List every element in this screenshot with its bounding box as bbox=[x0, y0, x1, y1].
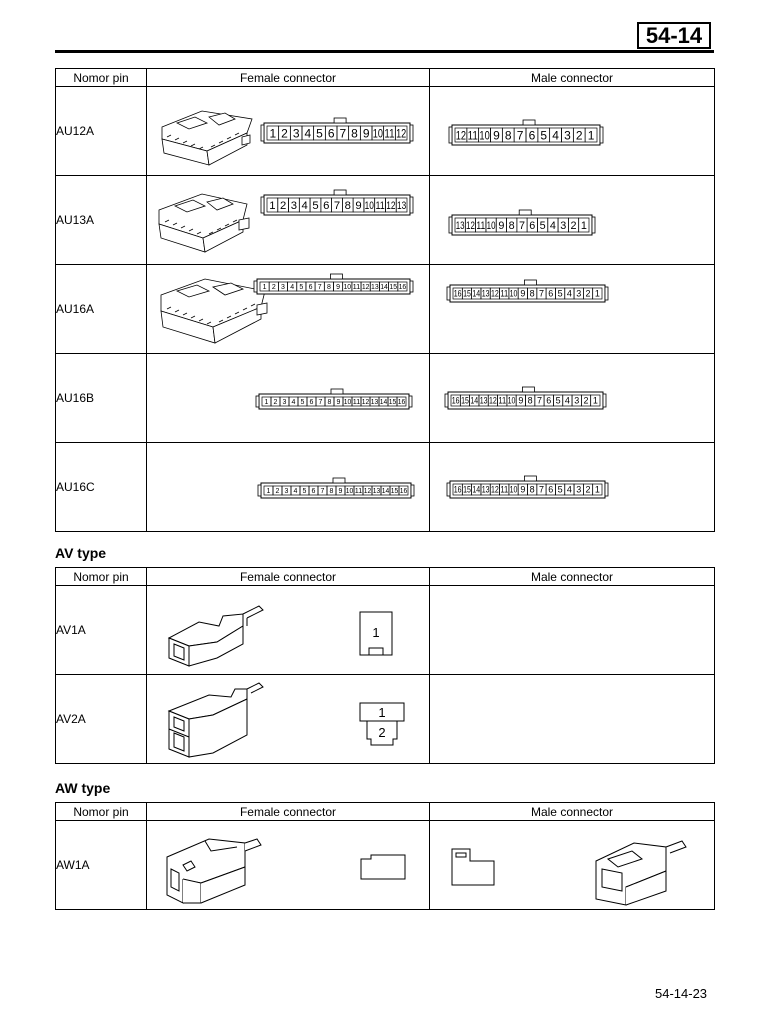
pin-number: 11 bbox=[476, 219, 486, 232]
terminal-illustration bbox=[169, 683, 263, 757]
pin-number: 11 bbox=[352, 399, 361, 407]
header-male: Male connector bbox=[430, 803, 715, 821]
pin-number: 14 bbox=[472, 288, 481, 299]
pin-number: 5 bbox=[555, 395, 561, 406]
pin-number: 5 bbox=[540, 128, 548, 143]
female-pin-diagram bbox=[258, 478, 414, 498]
female-pin-diagram bbox=[261, 190, 413, 215]
female-connector-cell bbox=[147, 87, 430, 176]
table-row bbox=[56, 675, 715, 764]
pin-number: 1 bbox=[592, 395, 598, 406]
pin-number: 10 bbox=[343, 399, 352, 407]
pin-number: 9 bbox=[338, 488, 343, 496]
header-female: Female connector bbox=[147, 803, 430, 821]
male-connector-cell bbox=[430, 586, 715, 675]
pin-number: 9 bbox=[498, 219, 505, 232]
table-row bbox=[56, 176, 715, 265]
header-female: Female connector bbox=[147, 568, 430, 586]
pin-number: 1 bbox=[269, 126, 277, 141]
table-row bbox=[56, 586, 715, 675]
pin-number: 5 bbox=[539, 219, 546, 232]
header-pin: Nomor pin bbox=[56, 69, 147, 87]
pin-number: 11 bbox=[375, 200, 385, 213]
male-pin-diagram bbox=[445, 387, 606, 409]
pin-number: 1 bbox=[587, 128, 595, 143]
pin-number: 1 bbox=[580, 219, 587, 232]
pin-number: 3 bbox=[282, 399, 287, 407]
male-pin-diagram bbox=[447, 476, 608, 498]
pin-number: 8 bbox=[504, 128, 512, 143]
pin-number: 13 bbox=[371, 284, 379, 292]
pin-number: 12 bbox=[491, 288, 499, 299]
male-connector-cell bbox=[430, 176, 715, 265]
pin-number: 9 bbox=[520, 484, 526, 495]
pin-number: 12 bbox=[361, 284, 370, 292]
pin-number: 15 bbox=[463, 288, 471, 299]
pin-number: 6 bbox=[548, 484, 554, 495]
pin-number: 13 bbox=[372, 488, 381, 496]
table-row bbox=[56, 821, 715, 910]
pin-number: 5 bbox=[302, 488, 307, 496]
male-connector-cell bbox=[430, 87, 715, 176]
female-connector-cell bbox=[147, 675, 430, 764]
pin-number: 6 bbox=[309, 399, 314, 407]
pin-number: 12 bbox=[363, 488, 372, 496]
pin-number: 8 bbox=[508, 219, 515, 232]
pin-name: AU16C bbox=[56, 443, 147, 532]
pin-name: AU13A bbox=[56, 176, 147, 265]
pin-number: 7 bbox=[538, 484, 544, 495]
table-row bbox=[56, 265, 715, 354]
male-pin-diagram bbox=[449, 210, 595, 235]
female-pin-diagram bbox=[256, 389, 412, 409]
pin-number: 12 bbox=[361, 399, 370, 407]
pin-number: 7 bbox=[339, 126, 347, 141]
pin-number: 16 bbox=[453, 484, 462, 495]
pin-number: 7 bbox=[536, 395, 542, 406]
pin-number: 3 bbox=[290, 200, 298, 213]
table-row bbox=[56, 354, 715, 443]
aw-connector-table bbox=[55, 802, 715, 910]
pin-number: 16 bbox=[399, 488, 408, 496]
terminal-illustration bbox=[596, 841, 686, 905]
au-connector-table bbox=[55, 68, 715, 532]
table-row bbox=[56, 443, 715, 532]
pin-number: 7 bbox=[320, 488, 325, 496]
female-connector-cell bbox=[147, 821, 430, 910]
pin-number: 13 bbox=[481, 288, 490, 299]
pin-number: 10 bbox=[509, 484, 518, 495]
pin-number: 10 bbox=[372, 126, 384, 141]
pin-number: 12 bbox=[489, 395, 497, 406]
pin-number: 1 bbox=[594, 484, 600, 495]
pin-number: 10 bbox=[345, 488, 354, 496]
pin-number: 4 bbox=[304, 126, 312, 141]
connector-3d-illustration bbox=[161, 279, 267, 343]
pin-number: 3 bbox=[292, 126, 300, 141]
header-pin: Nomor pin bbox=[56, 568, 147, 586]
pin-number: 9 bbox=[518, 395, 524, 406]
pin-number: 8 bbox=[327, 399, 332, 407]
pin-name: AV1A bbox=[56, 586, 147, 675]
pin-number: 4 bbox=[291, 399, 296, 407]
pin-number: 2 bbox=[271, 284, 276, 292]
pin-number: 7 bbox=[538, 288, 544, 299]
pin-number: 14 bbox=[472, 484, 481, 495]
pin-face-diagram bbox=[452, 849, 494, 885]
male-connector-cell bbox=[430, 354, 715, 443]
pin-number: 8 bbox=[529, 288, 535, 299]
pin-number: 11 bbox=[500, 288, 509, 299]
connector-3d-illustration bbox=[159, 194, 249, 252]
pin-number: 2 bbox=[280, 200, 287, 213]
pin-number: 3 bbox=[281, 284, 285, 292]
pin-number: 13 bbox=[455, 219, 465, 232]
pin-number: 2 bbox=[275, 488, 280, 496]
pin-number: 13 bbox=[481, 484, 490, 495]
pin-number: 7 bbox=[516, 128, 524, 143]
pin-number: 4 bbox=[566, 288, 572, 299]
pin-number: 12 bbox=[386, 200, 396, 213]
pin-number: 5 bbox=[316, 126, 323, 141]
pin-number: 13 bbox=[370, 399, 379, 407]
pin-number: 15 bbox=[389, 284, 398, 292]
pin-number: 3 bbox=[576, 288, 582, 299]
pin-face-diagram bbox=[360, 703, 404, 745]
pin-number: 15 bbox=[388, 399, 397, 407]
pin-number: 3 bbox=[284, 488, 289, 496]
pin-number: 4 bbox=[301, 200, 308, 213]
pin-number: 10 bbox=[343, 284, 352, 292]
pin-number: 7 bbox=[518, 219, 526, 232]
pin-number: 6 bbox=[327, 126, 335, 141]
pin-number: 2 bbox=[583, 395, 589, 406]
pin-name: AV2A bbox=[56, 675, 147, 764]
pin-number: 1 bbox=[269, 200, 276, 213]
male-pin-diagram bbox=[447, 280, 608, 302]
terminal-illustration bbox=[169, 606, 263, 666]
female-connector-cell bbox=[147, 443, 430, 532]
female-connector-cell bbox=[147, 354, 430, 443]
pin-name: AW1A bbox=[56, 821, 147, 910]
pin-number: 6 bbox=[323, 200, 330, 213]
pin-name: AU12A bbox=[56, 87, 147, 176]
pin-number: 9 bbox=[336, 284, 341, 292]
pin-number: 6 bbox=[548, 288, 554, 299]
pin-number: 10 bbox=[509, 288, 518, 299]
pin-number: 12 bbox=[466, 219, 475, 232]
pin-number: 15 bbox=[463, 484, 471, 495]
pin-number: 4 bbox=[566, 484, 572, 495]
pin-number: 2 bbox=[378, 725, 386, 740]
female-connector-cell bbox=[147, 265, 430, 354]
page-number: 54-14 bbox=[637, 22, 711, 49]
connector-3d-illustration bbox=[162, 111, 252, 165]
pin-number: 11 bbox=[352, 284, 361, 292]
pin-number: 10 bbox=[486, 219, 496, 232]
pin-number: 9 bbox=[520, 288, 526, 299]
male-pin-diagram bbox=[449, 120, 603, 145]
section-title-av: AV type bbox=[55, 545, 107, 561]
pin-number: 8 bbox=[344, 200, 351, 213]
pin-number: 8 bbox=[329, 488, 334, 496]
pin-number: 5 bbox=[299, 284, 304, 292]
pin-number: 2 bbox=[570, 219, 577, 232]
pin-number: 3 bbox=[560, 219, 567, 232]
header-male: Male connector bbox=[430, 568, 715, 586]
pin-number: 7 bbox=[333, 200, 341, 213]
pin-number: 4 bbox=[293, 488, 298, 496]
pin-number: 15 bbox=[461, 395, 469, 406]
header-male: Male connector bbox=[430, 69, 715, 87]
pin-number: 2 bbox=[585, 484, 591, 495]
pin-number: 12 bbox=[396, 126, 407, 141]
pin-number: 5 bbox=[300, 399, 305, 407]
pin-number: 11 bbox=[467, 128, 479, 143]
pin-number: 3 bbox=[574, 395, 580, 406]
pin-number: 3 bbox=[564, 128, 571, 143]
pin-number: 1 bbox=[262, 284, 267, 292]
header-female: Female connector bbox=[147, 69, 430, 87]
pin-number: 14 bbox=[380, 284, 388, 292]
section-title-aw: AW type bbox=[55, 780, 111, 796]
pin-number: 1 bbox=[264, 399, 269, 407]
male-connector-cell bbox=[430, 675, 715, 764]
pin-number: 1 bbox=[594, 288, 600, 299]
pin-number: 6 bbox=[308, 284, 313, 292]
pin-number: 2 bbox=[281, 126, 288, 141]
pin-number: 14 bbox=[470, 395, 479, 406]
pin-number: 9 bbox=[493, 128, 500, 143]
pin-number: 13 bbox=[479, 395, 488, 406]
female-connector-cell bbox=[147, 586, 430, 675]
pin-number: 3 bbox=[576, 484, 582, 495]
pin-number: 8 bbox=[326, 284, 331, 292]
pin-number: 6 bbox=[546, 395, 552, 406]
pin-number: 11 bbox=[498, 395, 507, 406]
female-pin-diagram bbox=[261, 118, 413, 143]
pin-number: 1 bbox=[266, 488, 271, 496]
pin-number: 7 bbox=[318, 399, 323, 407]
female-connector-cell bbox=[147, 176, 430, 265]
pin-number: 11 bbox=[384, 126, 395, 141]
pin-number: 4 bbox=[552, 128, 559, 143]
pin-number: 1 bbox=[378, 705, 386, 720]
pin-number: 16 bbox=[453, 288, 462, 299]
page-footer-number: 54-14-23 bbox=[655, 986, 708, 1001]
pin-number: 8 bbox=[529, 484, 535, 495]
pin-number: 16 bbox=[451, 395, 460, 406]
pin-number: 16 bbox=[398, 284, 407, 292]
pin-number: 15 bbox=[390, 488, 399, 496]
pin-number: 9 bbox=[362, 126, 370, 141]
pin-number: 9 bbox=[355, 200, 362, 213]
male-connector-cell bbox=[430, 821, 715, 910]
pin-number: 5 bbox=[312, 200, 319, 213]
pin-number: 6 bbox=[528, 128, 536, 143]
pin-number: 11 bbox=[354, 488, 363, 496]
pin-number: 12 bbox=[455, 128, 467, 143]
pin-number: 4 bbox=[549, 219, 556, 232]
pin-number: 10 bbox=[479, 128, 490, 143]
pin-face-diagram bbox=[361, 855, 405, 879]
pin-number: 1 bbox=[372, 625, 380, 640]
pin-number: 12 bbox=[491, 484, 499, 495]
pin-number: 8 bbox=[351, 126, 358, 141]
pin-number: 6 bbox=[311, 488, 316, 496]
pin-number: 2 bbox=[575, 128, 583, 143]
av-connector-table bbox=[55, 567, 715, 764]
pin-number: 5 bbox=[557, 484, 563, 495]
header-rule bbox=[55, 50, 714, 53]
pin-number: 4 bbox=[290, 284, 295, 292]
pin-number: 11 bbox=[500, 484, 509, 495]
female-pin-diagram bbox=[254, 274, 413, 294]
pin-number: 2 bbox=[273, 399, 278, 407]
male-connector-cell bbox=[430, 443, 715, 532]
pin-number: 2 bbox=[585, 288, 591, 299]
pin-number: 4 bbox=[564, 395, 570, 406]
pin-number: 9 bbox=[336, 399, 341, 407]
terminal-illustration bbox=[167, 839, 261, 903]
pin-number: 8 bbox=[527, 395, 533, 406]
pin-name: AU16A bbox=[56, 265, 147, 354]
header-pin: Nomor pin bbox=[56, 803, 147, 821]
pin-number: 14 bbox=[379, 399, 388, 407]
pin-number: 14 bbox=[381, 488, 390, 496]
pin-number: 10 bbox=[364, 200, 374, 213]
table-row bbox=[56, 87, 715, 176]
male-connector-cell bbox=[430, 265, 715, 354]
pin-name: AU16B bbox=[56, 354, 147, 443]
pin-number: 6 bbox=[529, 219, 536, 232]
pin-number: 5 bbox=[557, 288, 563, 299]
pin-number: 16 bbox=[397, 399, 406, 407]
pin-number: 7 bbox=[317, 284, 322, 292]
pin-face-diagram bbox=[360, 612, 392, 655]
pin-number: 13 bbox=[396, 200, 407, 213]
pin-number: 10 bbox=[507, 395, 516, 406]
